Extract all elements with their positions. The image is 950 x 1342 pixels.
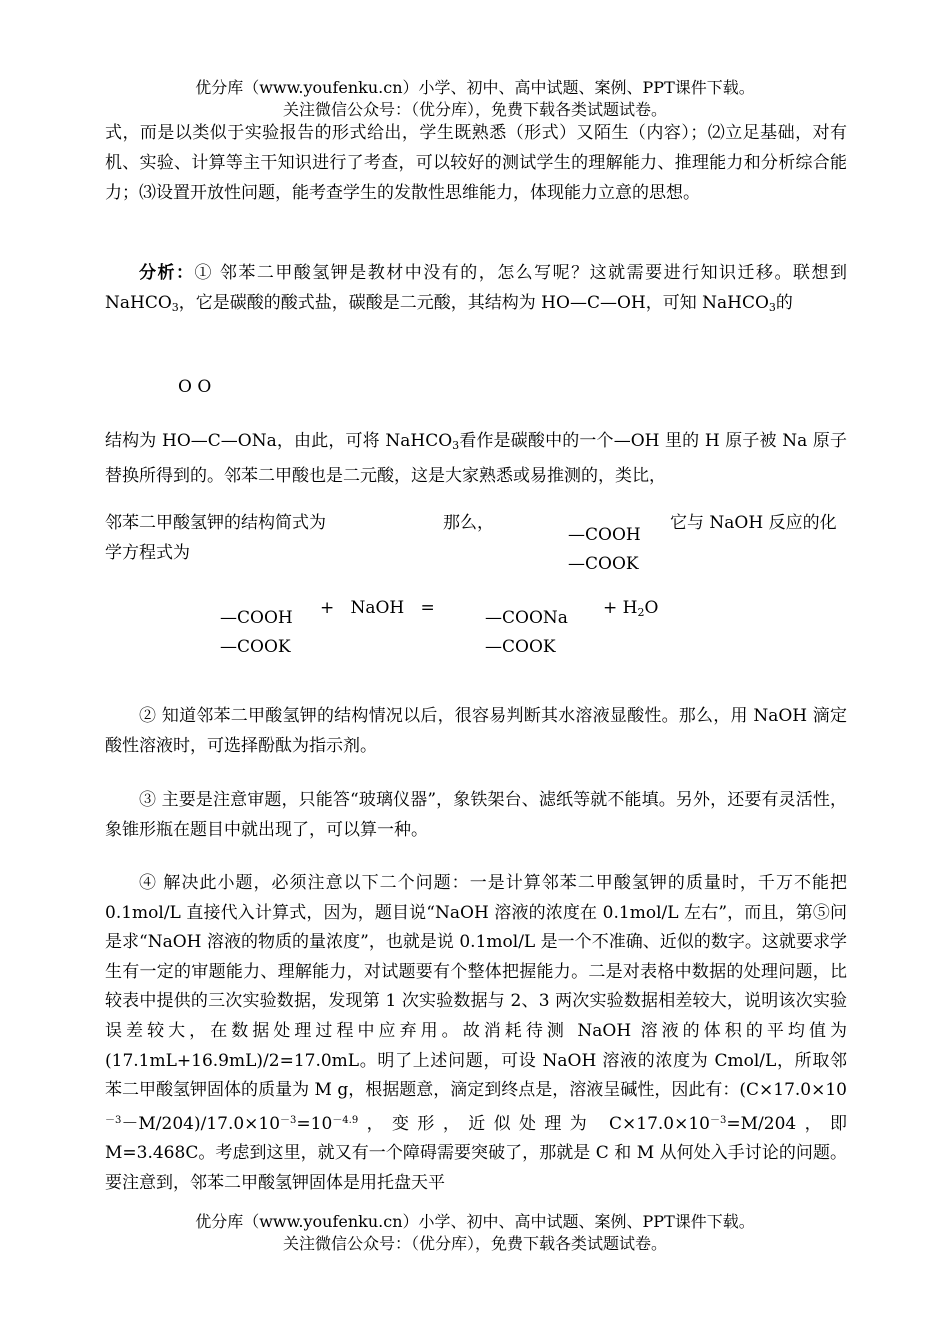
structure-text-a: 结构为 HO—C—ONa，由此，可将 NaHCO [105, 431, 453, 451]
paragraph-4-text-b: －M/204)/17.0×10 [121, 1113, 281, 1134]
structure-paragraph [105, 426, 847, 491]
analysis-label: 分析： [139, 263, 195, 283]
analysis-paragraph [105, 258, 847, 323]
analysis-text-a: ① 邻苯二甲酸氢钾是教材中没有的，怎么写呢？这就需要进行知识迁移。联想到 NaHCO [105, 263, 847, 313]
header-line-2: 关注微信公众号：（优分库），免费下载各类试题试卷。 [282, 100, 667, 119]
footer-line-2: 关注微信公众号：（优分库），免费下载各类试题试卷。 [282, 1234, 667, 1253]
subscript-3: 3 [768, 301, 776, 314]
header-line-1: 优分库（www.youfenku.cn）小学、初中、高中试题、案例、PPT课件下载。 [195, 78, 755, 97]
paragraph-4-text-c: =10 [296, 1113, 333, 1134]
water-text-a: + H [603, 598, 638, 618]
plus-naoh-equals: + NaOH = [320, 598, 435, 618]
paragraph-2 [105, 701, 847, 761]
namely-label: 那么， [443, 513, 494, 533]
footer [0, 1211, 950, 1255]
intro-paragraph [105, 118, 847, 208]
subscript-3: 3 [171, 301, 179, 314]
structure-text-b: 看作是碳酸中的一个—OH 里的 H 原子被 Na 原子替换所得到的。邻苯二甲酸也是二元酸，这是大家熟悉或易推测的，类比， [105, 431, 847, 486]
product-coona-group: —COONa [485, 608, 568, 628]
khp-structure-label: 邻苯二甲酸氢钾的结构简式为 [105, 513, 326, 533]
intro-text: 式，而是以类似于实验报告的形式给出，学生既熟悉（形式）又陌生（内容）；⑵立足基础，对有机、实验、计算等主干知识进行了考查，可以较好的测试学生的理解能力、推理能力和分析综合能力；⑶设置开放性问题，能考查学生的发散性思维能力，体现能力立意的思想。 [105, 123, 847, 203]
water-subscript: 2 [637, 606, 645, 619]
reaction-intro-label: 它与 NaOH 反应的化 [670, 513, 837, 533]
exponent-minus-3: －3 [105, 1114, 122, 1126]
reactant-cook-group: —COOK [220, 637, 291, 657]
header [0, 77, 950, 121]
paragraph-2-text: ② 知道邻苯二甲酸氢钾的结构情况以后，很容易判断其水溶液显酸性。那么，用 NaOH 滴定酸性溶液时，可选择酚酞为指示剂。 [105, 706, 847, 756]
paragraph-4 [105, 869, 847, 1199]
exponent-minus-3: －3 [710, 1114, 727, 1126]
reactant-khp [220, 604, 293, 662]
khp-structure [568, 521, 641, 579]
exponent-minus-4-9: －4.9 [332, 1114, 359, 1126]
product-salt [485, 604, 568, 662]
khp-cook-group: —COOK [568, 554, 639, 574]
khp-cooh-group: —COOH [568, 525, 641, 545]
analysis-text-b: ，它是碳酸的酸式盐，碳酸是二元酸，其结构为 HO—C—OH，可知 NaHCO [178, 293, 769, 313]
footer-line-1: 优分库（www.youfenku.cn）小学、初中、高中试题、案例、PPT课件下载。 [195, 1212, 755, 1231]
paragraph-4-text-a: ④ 解决此小题，必须注意以下二个问题：一是计算邻苯二甲酸氢钾的质量时，千万不能把 0.1mol/L 直接代入计算式，因为，题目说“NaOH 溶液的浓度在 0.1mol/L 左右”，而且，第⑤问是求“NaOH 溶液的物质的量浓度”，也就是说 0.1mol/L 是一个不准确、近似的数字。这就要求学生有一定的审题能力、理解能力，对试题要有个整体把握能力。二是对表格中数据的处理问题，比较表中提供的三次实验数据，发现第 1 次实验数据与 2、3 两次实验数据相差较大，说明该次实验误差较大，在数据处理过程中应弃用。故消耗待测 NaOH 溶液的体积的平均值为 (17.1mL+16.9mL)/2=17.0mL。明了上述问题，可设 NaOH 溶液的浓度为 Cmol/L，所取邻苯二甲酸氢钾固体的质量为 M g，根据题意，滴定到终点是，溶液呈碱性，因此有：(C×17.0×10 [105, 873, 847, 1101]
paragraph-3-text: ③ 主要是注意审题，只能答“玻璃仪器”，象铁架台、滤纸等就不能填。另外，还要有灵活性，象锥形瓶在题目中就出现了，可以算一种。 [105, 790, 847, 840]
product-cook-group: —COOK [485, 637, 556, 657]
water-text-b: O [644, 598, 659, 618]
reactant-cooh-group: —COOH [220, 608, 293, 628]
exponent-minus-3: －3 [280, 1114, 297, 1126]
paragraph-4-text-e: =M/204，即 M=3.468C。考虑到这里，就又有一个障碍需要突破了，那就是 C 和 M 从何处入手讨论的问题。要注意到，邻苯二甲酸氢钾固体是用托盘天平 [105, 1113, 847, 1193]
plus-water [603, 593, 658, 628]
equation-label: 学方程式为 [105, 543, 190, 563]
paragraph-4-text-d: ，变形，近似处理为 C×17.0×10 [358, 1113, 710, 1134]
analysis-text-c: 的 [775, 293, 793, 313]
subscript-3: 3 [452, 439, 460, 452]
carbonyl-oxygen-label: O O [178, 377, 212, 397]
paragraph-3 [105, 785, 847, 845]
